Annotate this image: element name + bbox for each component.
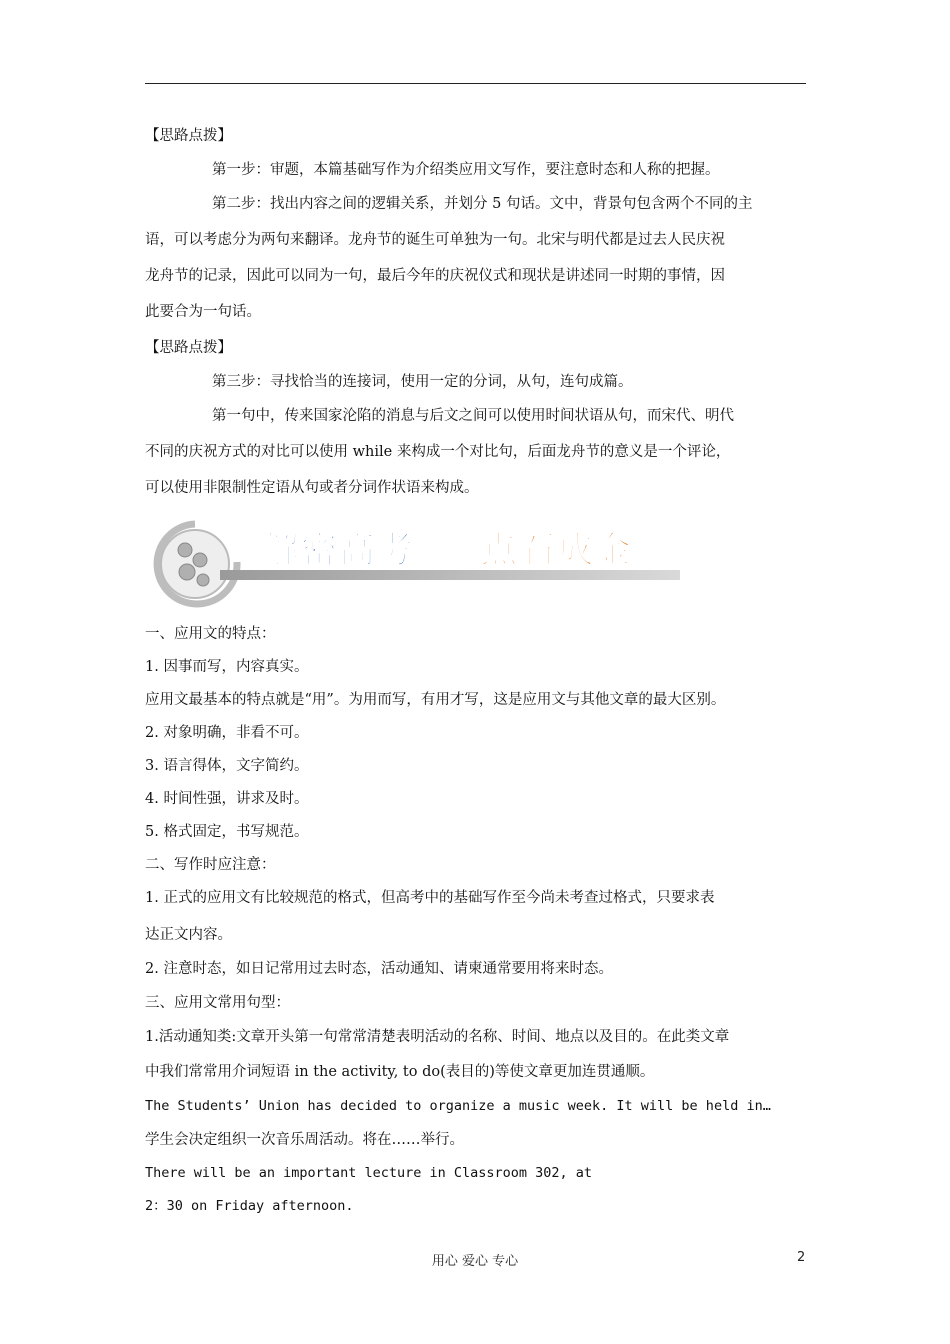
page-number: 2 — [797, 1250, 806, 1265]
banner-graphic — [145, 516, 685, 608]
step-2-line-1: 第二步：找出内容之间的逻辑关系，并划分 5 句话。文中，背景句包含两个不同的主 — [212, 196, 753, 212]
feature-2: 2. 对象明确，非看不可。 — [145, 725, 309, 741]
footer-motto: 用心 爱心 专心 — [431, 1254, 519, 1269]
paragraph-line-2: 不同的庆祝方式的对比可以使用 while 来构成一个对比句，后面龙舟节的意义是一个评论， — [145, 444, 731, 460]
example-english-1: The Students’ Union has decided to organize a music week. It will be held in… — [145, 1098, 771, 1114]
heading-siludianbo-2: 【思路点拨】 — [145, 340, 232, 356]
paragraph-line-1: 第一句中，传来国家沦陷的消息与后文之间可以使用时间状语从句，而宋代、明代 — [212, 408, 734, 424]
step-2-line-2: 语，可以考虑分为两句来翻译。龙舟节的诞生可单独为一句。北宋与明代都是过去人民庆祝 — [145, 232, 725, 248]
section-banner — [145, 516, 685, 608]
banner-title-left: 解密高考 — [263, 530, 416, 571]
feature-1: 1. 因事而写，内容真实。 — [145, 659, 309, 675]
heading-siludianbo-1: 【思路点拨】 — [145, 128, 232, 144]
banner-stripe — [220, 570, 680, 580]
step-2-line-3: 龙舟节的记录，因此可以同为一句，最后今年的庆祝仪式和现状是讲述同一时期的事情，因 — [145, 268, 725, 284]
feature-4: 4. 时间性强，讲求及时。 — [145, 791, 309, 807]
example-chinese-1: 学生会决定组织一次音乐周活动。将在……举行。 — [145, 1132, 464, 1148]
step-2-line-4: 此要合为一句话。 — [145, 304, 261, 320]
heading-notes: 二、写作时应注意： — [145, 857, 276, 873]
note-1-line-2: 达正文内容。 — [145, 927, 232, 943]
note-1-line-1: 1. 正式的应用文有比较规范的格式，但高考中的基础写作至今尚未考查过格式，只要求表 — [145, 890, 715, 906]
example-english-2: There will be an important lecture in Classroom 302, at — [145, 1165, 593, 1181]
note-2: 2. 注意时态，如日记常用过去时态，活动通知、请柬通常要用将来时态。 — [145, 961, 613, 977]
pattern-1-line-2: 中我们常常用介词短语 in the activity, to do(表目的)等使文章更加连贯通顺。 — [145, 1064, 655, 1080]
step-3: 第三步：寻找恰当的连接词，使用一定的分词，从句，连句成篇。 — [212, 374, 633, 390]
example-english-3: 2：30 on Friday afternoon. — [145, 1198, 354, 1214]
feature-5: 5. 格式固定，书写规范。 — [145, 824, 309, 840]
heading-features: 一、应用文的特点： — [145, 626, 276, 642]
heading-sentence-patterns: 三、应用文常用句型： — [145, 995, 290, 1011]
paragraph-line-3: 可以使用非限制性定语从句或者分词作状语来构成。 — [145, 480, 479, 496]
feature-3: 3. 语言得体，文字简约。 — [145, 758, 309, 774]
header-rule — [145, 83, 806, 84]
feature-1-description: 应用文最基本的特点就是“用”。为用而写，有用才写，这是应用文与其他文章的最大区别。 — [145, 692, 726, 708]
banner-title-right: 点石成金 — [481, 530, 634, 571]
pattern-1-line-1: 1.活动通知类:文章开头第一句常常清楚表明活动的名称、时间、地点以及目的。在此类文章 — [145, 1029, 730, 1045]
step-1: 第一步：审题，本篇基础写作为介绍类应用文写作，要注意时态和人称的把握。 — [212, 162, 720, 178]
